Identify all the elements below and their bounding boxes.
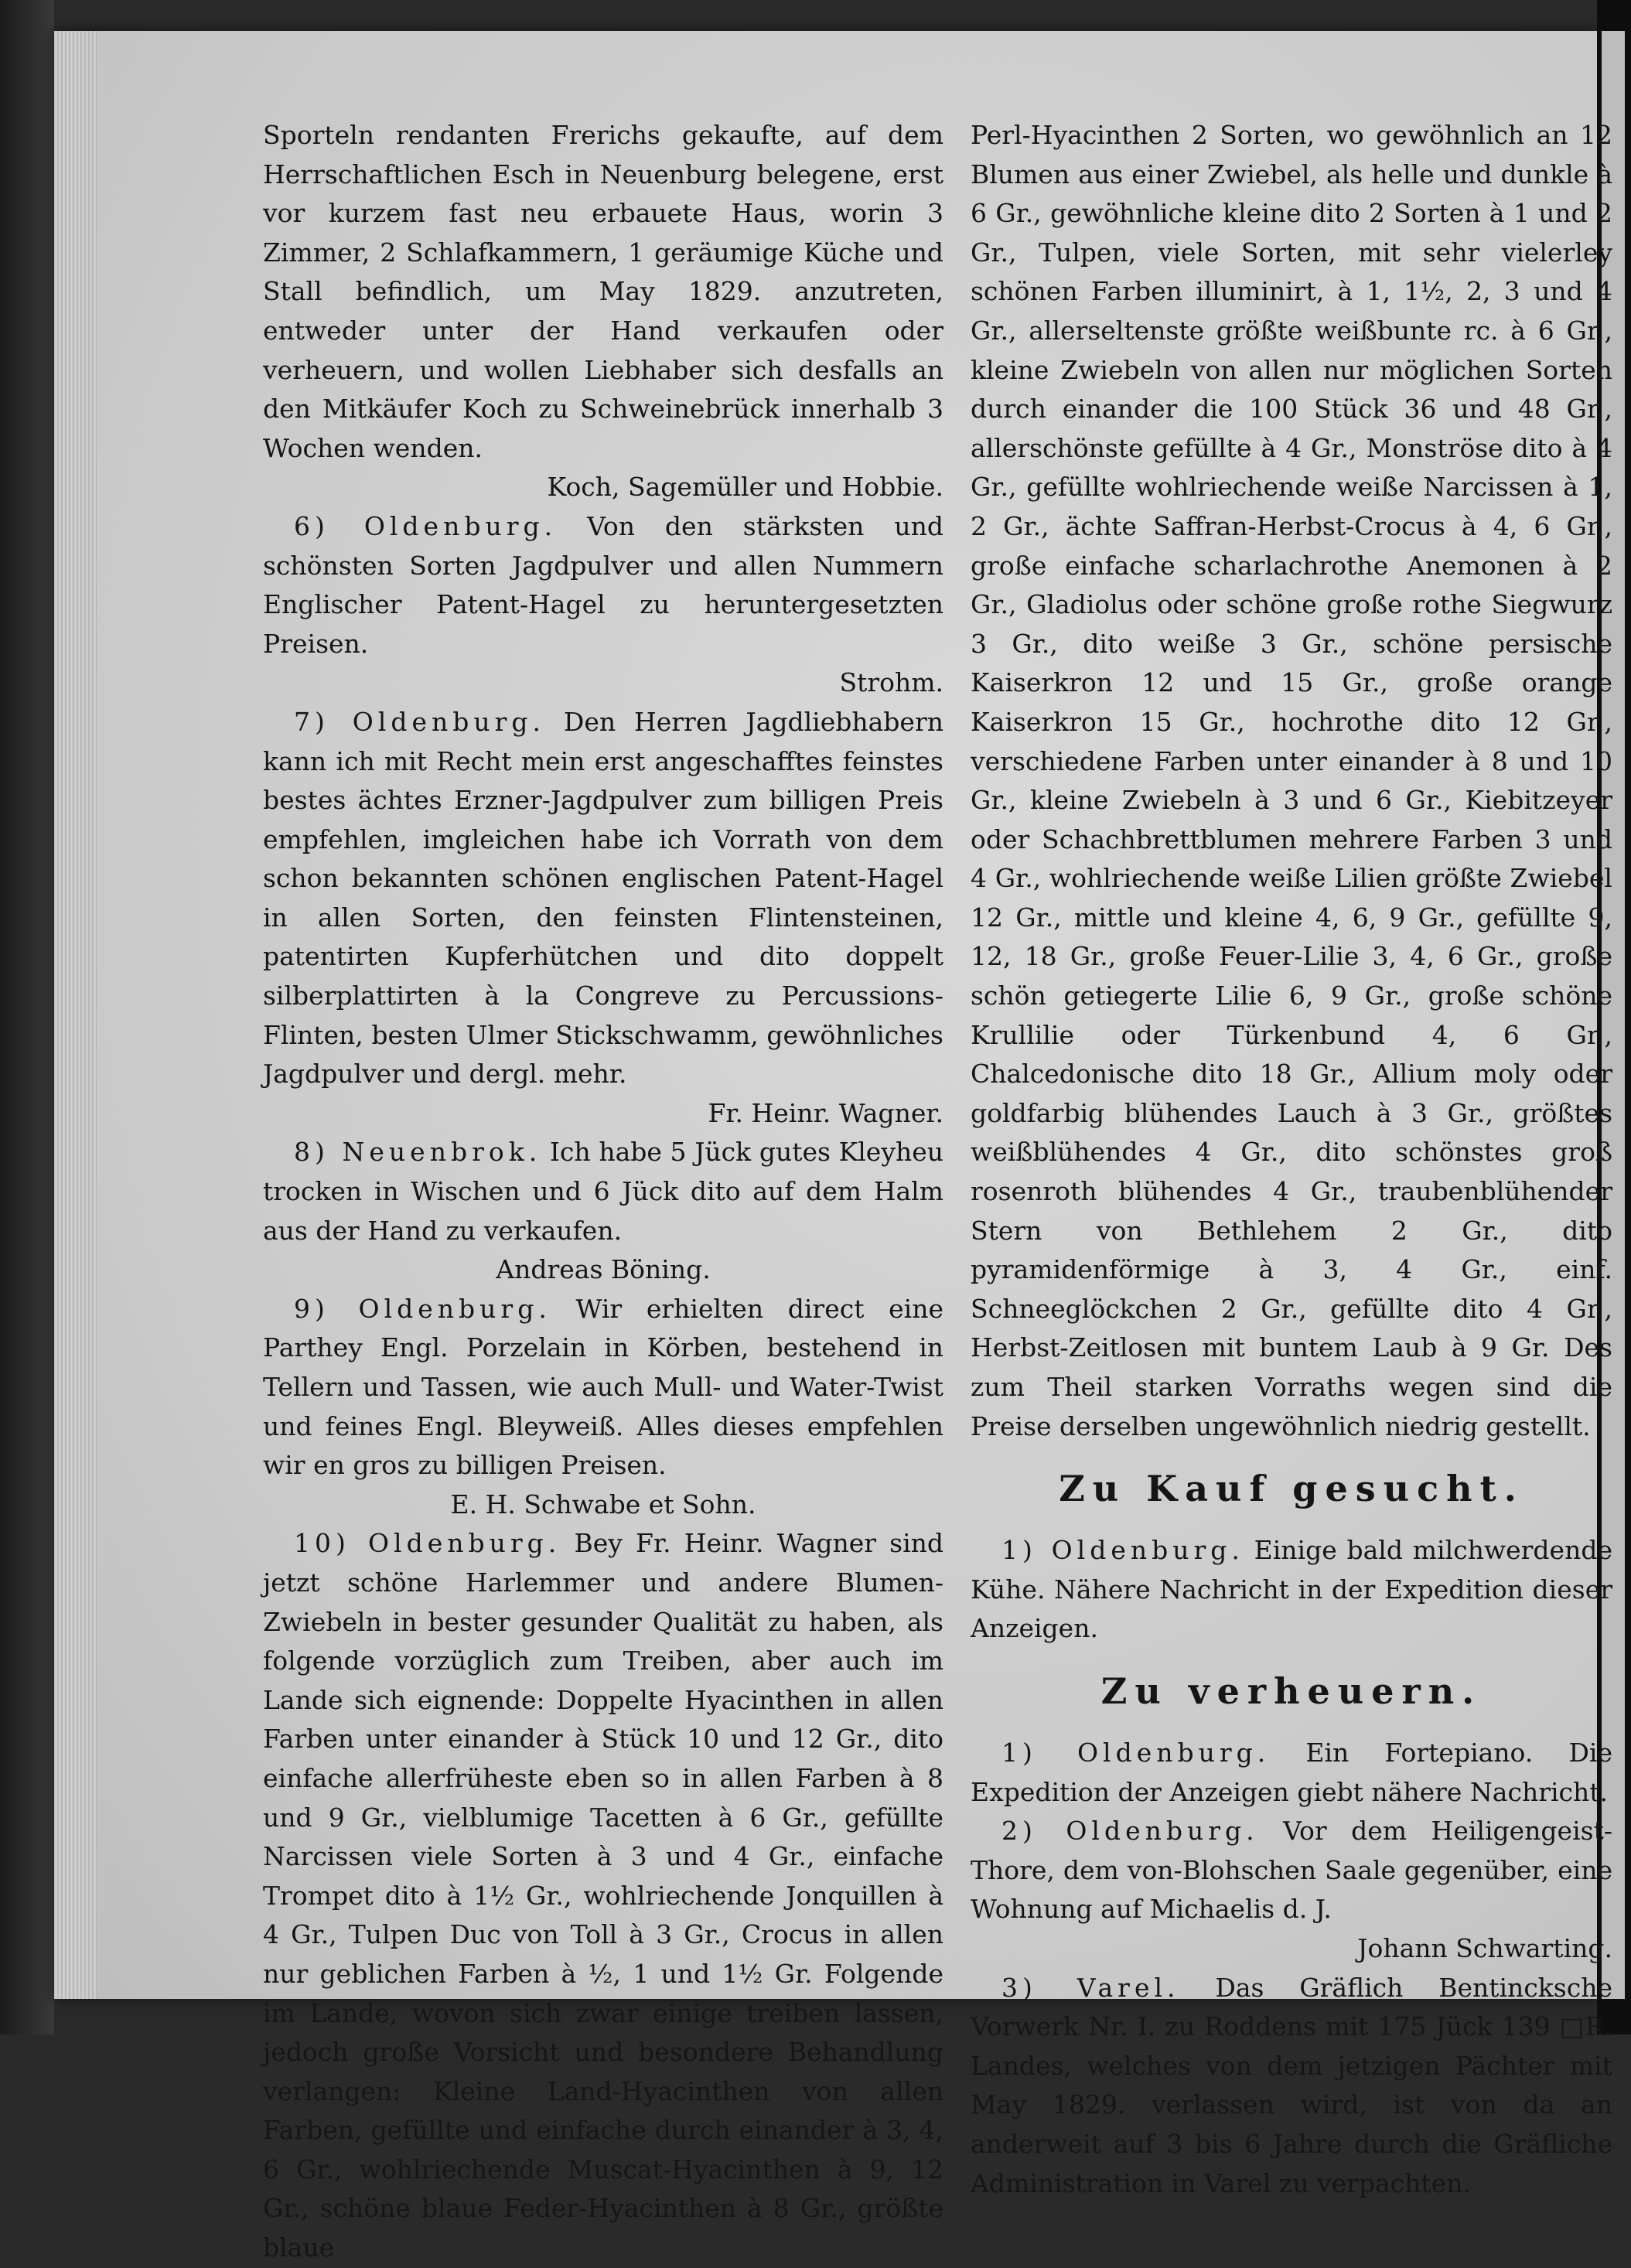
verheuern-ad-1 [971, 1734, 1612, 1812]
signature: E. H. Schwabe et Sohn. [450, 1489, 756, 1519]
right-column [971, 116, 1612, 2203]
ad-6 [263, 507, 943, 663]
ad-place: 1) Oldenburg. [1001, 1535, 1244, 1566]
ad-text: Den Herren Jagdliebhabern kann ich mit Recht mein erst angeschafftes feinstes bestes ächtes Erzner-Jagdpulver zum billigen Preis empfehlen, imgleichen habe ich Vorrath von dem schon bekannten schönen englischen Patent-Hagel in allen Sorten, den feinsten Flintensteinen, patentirten Kupferhütchen und dito doppelt silberplattirten à la Congreve zu Percussions-Flinten, besten Ulmer Stickschwamm, gewöhnliches Jagdpulver und dergl. mehr. [263, 706, 943, 1090]
ad-place: 2) Oldenburg. [1001, 1816, 1259, 1847]
ad-place: 7) Oldenburg. [294, 706, 546, 737]
ad-place: 1) Oldenburg. [1001, 1737, 1271, 1768]
left-column [263, 116, 943, 2268]
ad-text: Wir erhielten direct eine Parthey Engl. Porzelain in Körben, bestehend in Tellern und Tassen, wie auch Mull- und Water-Twist und feines Engl. Bleyweiß. Alles dieses empfehlen wir en gros zu billigen Preisen. [263, 1293, 943, 1481]
ad-text: Vor dem Heiligengeist-Thore, dem von-Blohschen Saale gegenüber, eine Wohnung auf Michaelis d. J. [971, 1816, 1612, 1925]
ad-text: Ein Fortepiano. Die Expedition der Anzeigen giebt nähere Nachricht. [971, 1737, 1612, 1807]
ad-place: 3) Varel. [1001, 1972, 1180, 2003]
ad-text: Von den stärksten und schönsten Sorten Jagdpulver und allen Nummern Englischer Patent-Hagel zu heruntergesetzten Preisen. [263, 510, 943, 659]
signature: Johann Schwarting. [1357, 1932, 1612, 1963]
signature: Strohm. [839, 667, 943, 698]
section-heading-verheuern: Zu verheuern. [1100, 1669, 1483, 1712]
ad-10-continuation: Perl-Hyacinthen 2 Sorten, wo gewöhnlich an 12 Blumen aus einer Zwiebel, als helle und dunkle à 6 Gr., gewöhnliche kleine dito 2 Sorten à 1 und 2 Gr., Tulpen, viele Sorten, mit sehr vielerley schönen Farben illuminirt, à 1, 1½, 2, 3 und 4 Gr., allerseltenste größte weißbunte rc. à 6 Gr., kleine Zwiebeln von allen nur möglichen Sorten durch einander die 100 Stück 36 und 48 Gr., allerschönste gefüllte à 4 Gr., Monströse dito à 4 Gr., gefüllte wohlriechende weiße Narcissen à 1, 2 Gr., ächte Saffran-Herbst-Crocus à 4, 6 Gr., große einfache scharlachrothe Anemonen à 2 Gr., Gladiolus oder schöne große rothe Siegwurz 3 Gr., dito weiße 3 Gr., schöne persische Kaiserkron 12 und 15 Gr., große orange Kaiserkron 15 Gr., hochrothe dito 12 Gr., verschiedene Farben unter einander à 8 und 10 Gr., kleine Zwiebeln à 3 und 6 Gr., Kiebitzeyer oder Schachbrettblumen mehrere Farben 3 und 4 Gr., wohlriechende weiße Lilien größte Zwiebel 12 Gr., mittle und kleine 4, 6, 9 Gr., gefüllte 9, 12, 18 Gr., große Feuer-Lilie 3, 4, 6 Gr., große schön getiegerte Lilie 6, 9 Gr., große schöne Krullilie oder Türkenbund 4, 6 Gr., Chalcedonische dito 18 Gr., Allium moly oder goldfarbig blühendes Lauch à 3 Gr., größtes weißblühendes 4 Gr., dito schönstes groß rosenroth blühendes 4 Gr., traubenblühender Stern von Bethlehem 2 Gr., dito pyramidenförmige à 3, 4 Gr., einf. Schneeglöckchen 2 Gr., gefüllte dito 4 Gr., Herbst-Zeitlosen mit buntem Laub à 9 Gr. Des zum Theil starken Vorraths wegen sind die Preise derselben ungewöhnlich niedrig gestellt. [971, 120, 1612, 1441]
ad-text: Einige bald milchwerdende Kühe. Nähere Nachricht in der Expedition dieser Anzeigen. [971, 1535, 1612, 1644]
ad-8 [263, 1133, 943, 1250]
ad-continuation: Sporteln rendanten Frerichs gekaufte, auf dem Herrschaftlichen Esch in Neuenburg belegene, erst vor kurzem fast neu erbauete Haus, worin 3 Zimmer, 2 Schlafkammern, 1 geräumige Küche und Stall befindlich, um May 1829. anzutreten, entweder unter der Hand verkaufen oder verheuern, und wollen Liebhaber sich desfalls an den Mitkäufer Koch zu Schweinebrück innerhalb 3 Wochen wenden. [263, 120, 943, 463]
scan-background-left [0, 0, 54, 2034]
ad-9 [263, 1290, 943, 1485]
ad-place: 9) Oldenburg. [294, 1293, 551, 1324]
signature: Fr. Heinr. Wagner. [708, 1097, 943, 1128]
ad-place: 10) Oldenburg. [294, 1528, 561, 1559]
ad-text: Bey Fr. Heinr. Wagner sind jetzt schöne Harlemmer und andere Blumen-Zwiebeln in bester gesunder Qualität zu haben, als folgende vorzüglich zum Treiben, aber auch im Lande sich eignende: Doppelte Hyacinthen in allen Farben unter einander à Stück 10 und 12 Gr., dito einfache allerfrüheste eben so in allen Farben à 8 und 9 Gr., vielblumige Tacetten à 6 Gr., gefüllte Narcissen viele Sorten à 3 und 4 Gr., einfache Trompet dito à 1½ Gr., wohlriechende Jonquillen à 4 Gr., Tulpen Duc von Toll à 3 Gr., Crocus in allen nur geblichen Farben à ½, 1 und 1½ Gr. Folgende im Lande, wovon sich zwar einige treiben lassen, jedoch große Vorsicht und besondere Behandlung verlangen: Kleine Land-Hyacinthen von allen Farben, gefüllte und einfache durch einander à 3, 4, 6 Gr., wohlriechende Muscat-Hyacinthen à 9, 12 Gr., schöne blaue Feder-Hyacinthen à 8 Gr., größte blaue [263, 1528, 944, 2263]
ad-place: 6) Oldenburg. [294, 510, 558, 541]
section-heading-kauf: Zu Kauf gesucht. [1059, 1468, 1524, 1510]
ad-place: 8) Neuenbrok. [294, 1137, 542, 1168]
signature: Koch, Sagemüller und Hobbie. [547, 472, 943, 503]
kauf-ad-1 [971, 1531, 1612, 1649]
ad-10 [263, 1524, 943, 2267]
verheuern-ad-2 [971, 1812, 1612, 1929]
verheuern-ad-3 [971, 1969, 1612, 2204]
ad-7 [263, 703, 943, 1094]
signature: Andreas Böning. [496, 1254, 711, 1285]
ad-text: Das Gräflich Bentincksche Vorwerk Nr. I. zu Roddens mit 175 Jück 139 □R. Landes, welches von dem jetzigen Pächter mit May 1829. verlassen wird, ist von da an anderweit auf 3 bis 6 Jahre durch die Gräfliche Administration in Varel zu verpachten. [971, 1972, 1612, 2198]
page-edge-stack [54, 31, 97, 1999]
ad-text: Ich habe 5 Jück gutes Kleyheu trocken in Wischen und 6 Jück dito auf dem Halm aus der Hand zu verkaufen. [263, 1137, 943, 1246]
